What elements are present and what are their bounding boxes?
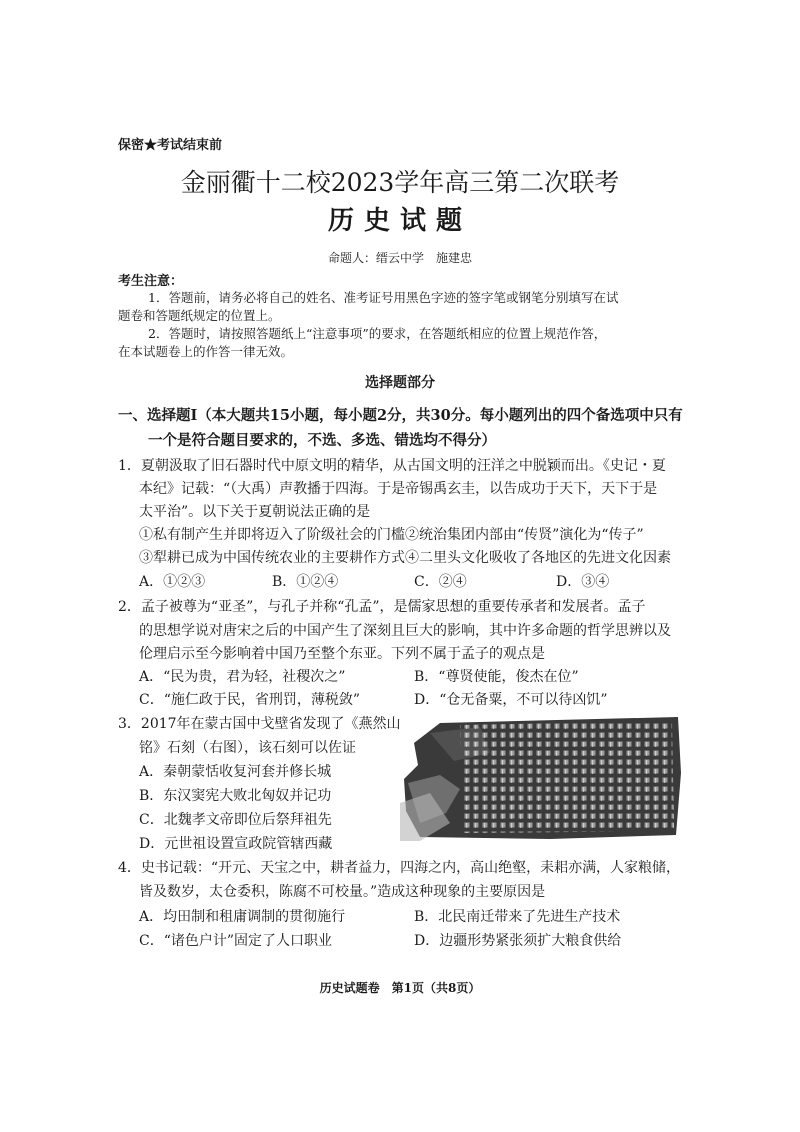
question-3-line: 铭》石刻（右图），该石刻可以佐证 (139, 740, 356, 756)
confidential-label: 保密★考试结束前 (118, 138, 223, 153)
question-2-line: 的思想学说对唐宋之后的中国产生了深刻且巨大的影响，其中许多命题的哲学思辨以及 (139, 623, 671, 639)
question-1-line: ③犁耕已成为中国传统农业的主要耕作方式④二里头文化吸收了各地区的先进文化因素 (139, 550, 671, 566)
question-1-line: ①私有制产生并即将迈入了阶级社会的门槛②统治集团内部由“传贤”演化为“传子” (139, 527, 644, 543)
section-title: 选择题部分 (365, 375, 435, 391)
question-4-option-a[interactable]: A．均田制和租庸调制的贯彻施行 (139, 909, 346, 925)
question-1-line: 本纪》记载：“（大禹）声教播于四海。于是帝锡禹玄圭，以告成功于天下，天下于是 (139, 481, 658, 497)
question-2-line: 2．孟子被尊为“亚圣”，与孔子并称“孔孟”，是儒家思想的重要传承者和发展者。孟子 (118, 599, 646, 615)
question-3-option-a[interactable]: A．秦朝蒙恬收复河套并修长城 (139, 764, 332, 780)
question-4-option-c[interactable]: C．“诸色户计”固定了人口职业 (139, 933, 333, 949)
notice-line: 1．答题前，请务必将自己的姓名、准考证号用黑色字迹的签字笔或钢笔分别填写在试 (148, 290, 619, 305)
question-4-line: 4．史书记载：“开元、天宝之中，耕者益力，四海之内，高山绝壑，耒耜亦满，人家粮储， (118, 860, 681, 876)
question-1-option-c[interactable]: C．②④ (414, 574, 467, 590)
notice-title: 考生注意： (118, 274, 184, 289)
inscription-image (400, 713, 682, 841)
question-2-option-d[interactable]: D．“仓无备粟，不可以待凶饥” (414, 692, 608, 708)
question-1-line: 太平治”。以下关于夏朝说法正确的是 (139, 504, 371, 520)
question-2-option-c[interactable]: C．“施仁政于民，省刑罚，薄税敛” (139, 692, 361, 708)
notice-line: 在本试题卷上的作答一律无效。 (118, 344, 294, 359)
question-2-line: 伦理启示至今影响着中国乃至整个东亚。下列不属于孟子的观点是 (139, 646, 545, 662)
question-3-option-c[interactable]: C．北魏孝文帝即位后祭拜祖先 (139, 812, 332, 828)
question-1-option-b[interactable]: B．①②④ (272, 574, 339, 590)
notice-line: 2．答题时，请按照答题纸上“注意事项”的要求，在答题纸相应的位置上规范作答， (148, 326, 607, 341)
question-4-option-b[interactable]: B．北民南迁带来了先进生产技术 (414, 909, 621, 925)
question-3-option-d[interactable]: D．元世祖设置宣政院管辖西藏 (139, 836, 333, 852)
notice-line: 题卷和答题纸规定的位置上。 (118, 308, 281, 323)
question-4-option-d[interactable]: D．边疆形势紧张须扩大粮食供给 (414, 933, 622, 949)
question-1-option-a[interactable]: A．①②③ (139, 574, 206, 590)
question-1-line: 1．夏朝汲取了旧石器时代中原文明的精华，从古国文明的汪洋之中脱颖而出。《史记・夏 (118, 458, 666, 474)
question-3-option-b[interactable]: B．东汉窦宪大败北匈奴并记功 (139, 788, 332, 804)
question-2-option-b[interactable]: B．“尊贤使能，俊杰在位” (414, 669, 579, 685)
question-3-line: 3．2017年在蒙古国中戈壁省发现了《燕然山 (118, 716, 401, 732)
author-line: 命题人：缙云中学 施建忠 (327, 251, 472, 265)
section-instruction: 一、选择题Ⅰ（本大题共15小题，每小题2分，共30分。每小题列出的四个备选项中只有 (118, 407, 683, 424)
section-instruction: 一个是符合题目要求的，不选、多选、错选均不得分） (148, 432, 496, 449)
page-footer: 历史试题卷 第1页（共8页） (319, 981, 481, 995)
exam-title: 金丽衢十二校2023学年高三第二次联考 (180, 168, 620, 197)
question-1-option-d[interactable]: D．③④ (556, 574, 610, 590)
question-4-line: 皆及数岁，太仓委积，陈腐不可校量。”造成这种现象的主要原因是 (139, 884, 546, 900)
subject-title: 历史试题 (327, 206, 472, 236)
question-2-option-a[interactable]: A．“民为贵，君为轻，社稷次之” (139, 669, 346, 685)
